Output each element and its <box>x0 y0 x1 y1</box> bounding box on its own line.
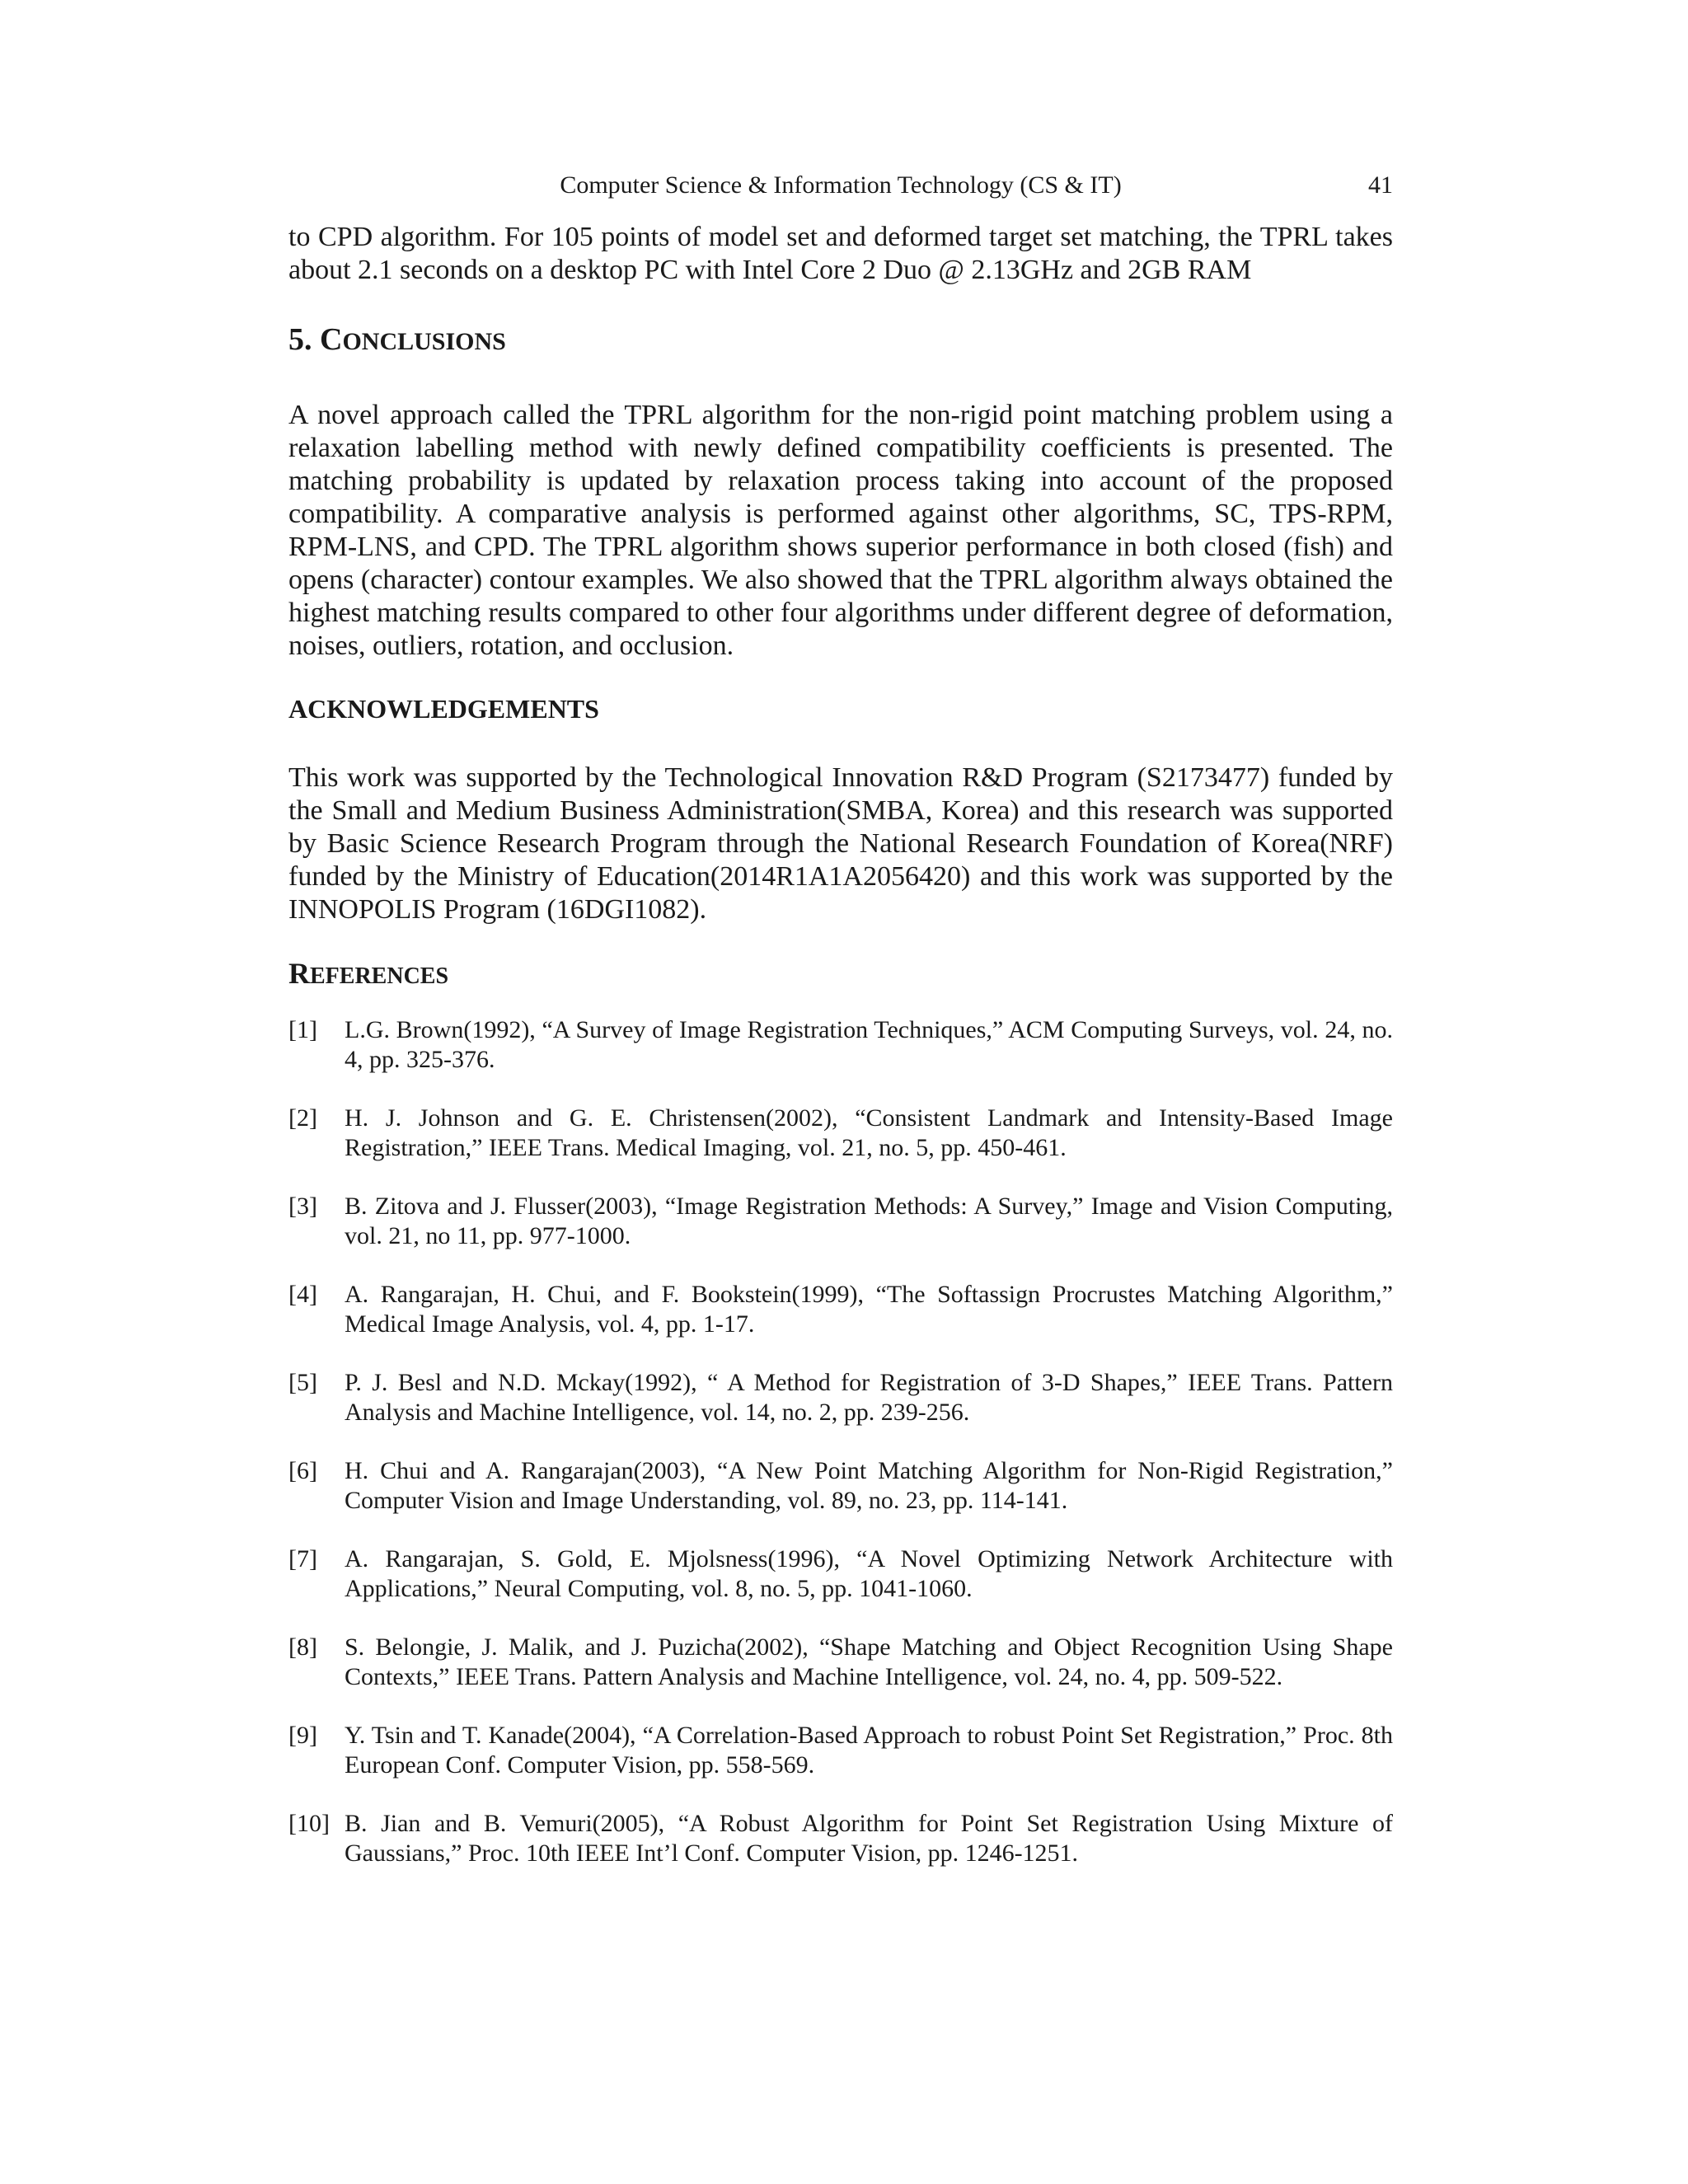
reference-number: [8] <box>288 1633 317 1661</box>
reference-number: [10] <box>288 1810 330 1837</box>
page-number: 41 <box>1368 171 1393 199</box>
reference-item <box>288 1633 1393 1692</box>
reference-number: [1] <box>288 1016 317 1043</box>
references-heading <box>288 956 448 991</box>
reference-item <box>288 1015 1393 1075</box>
conclusions-paragraph: A novel approach called the TPRL algorithm for the non-rigid point matching problem using a relaxation labelling method with newly defined compatibility coefficients is presented. The matching probability is updated by relaxation process taking into account of the proposed compatibility. A comparative analysis is performed against other algorithms, SC, TPS-RPM, RPM-LNS, and CPD. The TPRL algorithm shows superior performance in both closed (fish) and opens (character) contour examples. We also showed that the TPRL algorithm always obtained the highest matching results compared to other four algorithms under different degree of deformation, noises, outliers, rotation, and occlusion. <box>288 400 1393 661</box>
acknowledgements-paragraph: This work was supported by the Technological Innovation R&D Program (S2173477) funded by the Small and Medium Business Administration(SMBA, Korea) and this research was supported by Basic Science Research Program through the National Research Foundation of Korea(NRF) funded by the Ministry of Education(2014R1A1A2056420) and this work was supported by the INNOPOLIS Program (16DGI1082). <box>288 762 1393 925</box>
reference-number: [7] <box>288 1545 317 1572</box>
reference-list <box>288 1015 1393 1897</box>
reference-number: [5] <box>288 1369 317 1396</box>
reference-text: H. J. Johnson and G. E. Christensen(2002), “Consistent Landmark and Intensity-Based Image Registration,” IEEE Trans. Medical Imaging, vol. 21, no. 5, pp. 450-461. <box>345 1104 1393 1161</box>
reference-item <box>288 1809 1393 1868</box>
reference-text: A. Rangarajan, S. Gold, E. Mjolsness(1996), “A Novel Optimizing Network Architecture with Applications,” Neural Computing, vol. 8, no. 5, pp. 1041-1060. <box>345 1545 1393 1602</box>
reference-number: [4] <box>288 1281 317 1308</box>
reference-number: [2] <box>288 1104 317 1132</box>
reference-text: B. Zitova and J. Flusser(2003), “Image Registration Methods: A Survey,” Image and Vision Computing, vol. 21, no 11, pp. 977-1000. <box>345 1193 1393 1249</box>
reference-text: A. Rangarajan, H. Chui, and F. Bookstein(1999), “The Softassign Procrustes Matching Algorithm,” Medical Image Analysis, vol. 4, pp. 1-17. <box>345 1281 1393 1338</box>
reference-text: H. Chui and A. Rangarajan(2003), “A New Point Matching Algorithm for Non-Rigid Registration,” Computer Vision and Image Understanding, vol. 89, no. 23, pp. 114-141. <box>345 1457 1393 1514</box>
reference-item <box>288 1456 1393 1516</box>
reference-item <box>288 1368 1393 1427</box>
reference-text: P. J. Besl and N.D. Mckay(1992), “ A Method for Registration of 3-D Shapes,” IEEE Trans. Pattern Analysis and Machine Intelligence, vol. 14, no. 2, pp. 239-256. <box>345 1369 1393 1426</box>
reference-item <box>288 1192 1393 1251</box>
reference-item <box>288 1544 1393 1604</box>
reference-item <box>288 1104 1393 1163</box>
reference-item <box>288 1721 1393 1780</box>
reference-text: L.G. Brown(1992), “A Survey of Image Registration Techniques,” ACM Computing Surveys, vol. 24, no. 4, pp. 325-376. <box>345 1016 1393 1073</box>
reference-text: S. Belongie, J. Malik, and J. Puzicha(2002), “Shape Matching and Object Recognition Using Shape Contexts,” IEEE Trans. Pattern Analysis and Machine Intelligence, vol. 24, no. 4, pp. 509-522. <box>345 1633 1393 1690</box>
running-header <box>288 171 1393 204</box>
conclusions-heading-number: 5. C <box>288 322 343 357</box>
reference-item <box>288 1280 1393 1339</box>
reference-text: B. Jian and B. Vemuri(2005), “A Robust Algorithm for Point Set Registration Using Mixture of Gaussians,” Proc. 10th IEEE Int’l Conf. Computer Vision, pp. 1246-1251. <box>345 1810 1393 1867</box>
acknowledgements-heading: ACKNOWLEDGEMENTS <box>288 694 599 724</box>
intro-paragraph: to CPD algorithm. For 105 points of model set and deformed target set matching, the TPRL takes about 2.1 seconds on a desktop PC with Intel Core 2 Duo @ 2.13GHz and 2GB RAM <box>288 222 1393 285</box>
conclusions-heading <box>288 321 506 358</box>
reference-number: [6] <box>288 1457 317 1484</box>
reference-text: Y. Tsin and T. Kanade(2004), “A Correlation-Based Approach to robust Point Set Registration,” Proc. 8th European Conf. Computer Vision, pp. 558-569. <box>345 1722 1393 1779</box>
references-heading-rest: EFERENCES <box>310 963 449 989</box>
reference-number: [9] <box>288 1722 317 1749</box>
references-heading-first: R <box>288 957 310 990</box>
conclusions-heading-rest: ONCLUSIONS <box>342 328 506 355</box>
reference-number: [3] <box>288 1193 317 1220</box>
running-title: Computer Science & Information Technology (CS & IT) <box>560 171 1122 199</box>
